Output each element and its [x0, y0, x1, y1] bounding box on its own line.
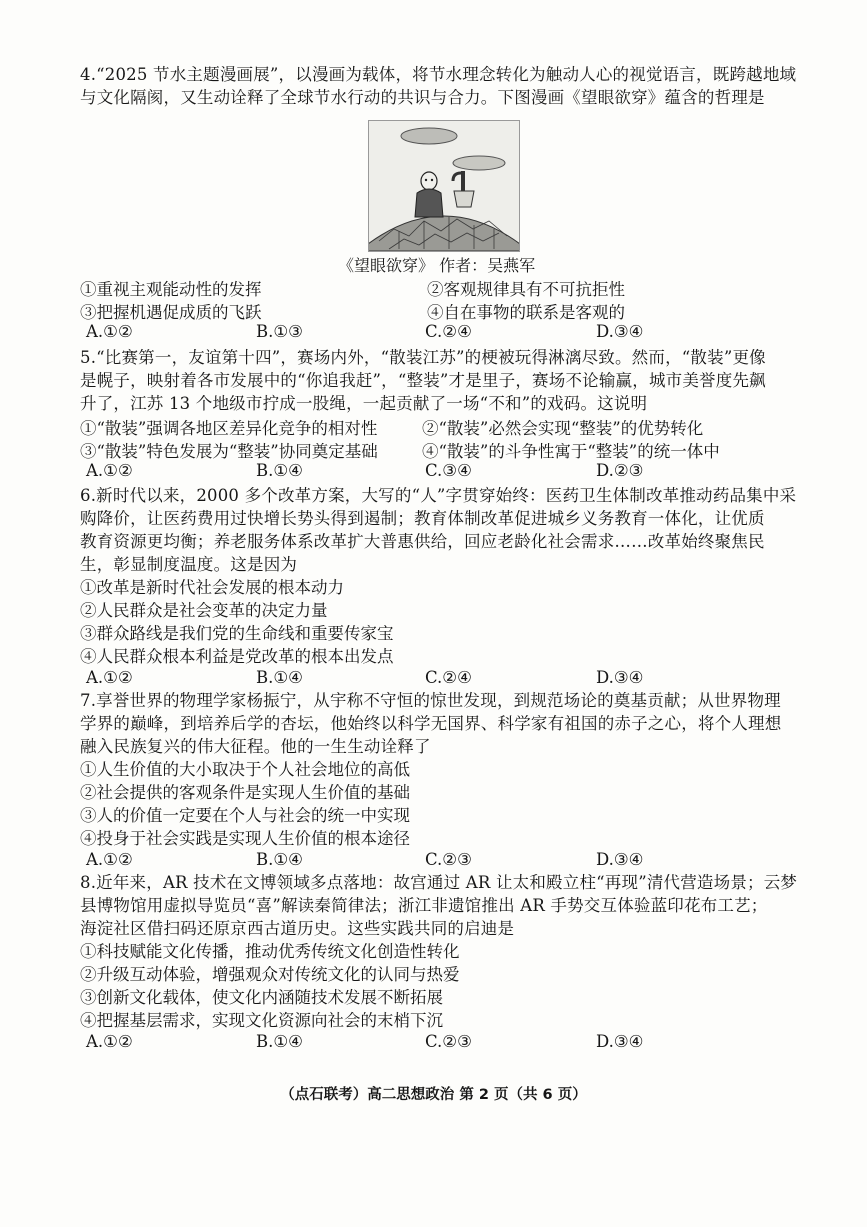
- cartoon-drawing: [369, 121, 519, 251]
- question-4: [80, 63, 800, 109]
- q6-stem-line: 6.新时代以来，2000 多个改革方案，大写的“人”字贯穿始终：医药卫生体制改革推动药品集中采: [80, 486, 797, 505]
- question-5: [80, 346, 800, 484]
- question-6: [80, 484, 800, 691]
- q5-stem-line: 升了，江苏 13 个地级市拧成一股绳，一起贡献了一场“不和”的戏码。这说明: [80, 394, 648, 413]
- q4-choice-b: B.①③: [256, 322, 303, 341]
- q5-stem-line: 5.“比赛第一，友谊第十四”，赛场内外，“散装江苏”的梗被玩得淋漓尽致。然而，“散装”更像: [80, 348, 766, 367]
- q6-statement: ①改革是新时代社会发展的根本动力: [80, 578, 344, 597]
- question-8: [80, 871, 800, 1055]
- q5-statement: ③“散装”特色发展为“整装”协同奠定基础: [80, 442, 378, 461]
- q6-stem-line: 教育资源更均衡；养老服务体系改革扩大普惠供给，回应老龄化社会需求……改革始终聚焦民: [80, 532, 765, 551]
- q6-choice-a: A.①②: [86, 668, 133, 687]
- q6-choice-d: D.③④: [596, 668, 644, 687]
- q4-statement: ①重视主观能动性的发挥: [80, 280, 262, 299]
- q7-stem-line: 学界的巅峰，到培养后学的杏坛，他始终以科学无国界、科学家有祖国的赤子之心，将个人理想: [80, 714, 782, 733]
- question-7: [80, 689, 800, 873]
- q6-statement: ④人民群众根本利益是党改革的根本出发点: [80, 647, 394, 666]
- q7-statement: ④投身于社会实践是实现人生价值的根本途径: [80, 829, 410, 848]
- q8-statement: ④把握基层需求，实现文化资源向社会的末梢下沉: [80, 1011, 443, 1030]
- q4-statement: ④自在事物的联系是客观的: [427, 303, 625, 322]
- q8-stem-line: 8.近年来，AR 技术在文博领域多点落地：故宫通过 AR 让太和殿立柱“再现”清代营造场景；云梦: [80, 873, 798, 892]
- q6-statement: ②人民群众是社会变革的决定力量: [80, 601, 328, 620]
- q8-choice-b: B.①④: [256, 1032, 303, 1051]
- q5-choice-a: A.①②: [86, 461, 133, 480]
- q4-stem-line: 与文化隔阂，又生动诠释了全球节水行动的共识与合力。下图漫画《望眼欲穿》蕴含的哲理是: [80, 88, 765, 107]
- q8-choice-d: D.③④: [596, 1032, 644, 1051]
- q7-choice-c: C.②③: [425, 850, 472, 869]
- q5-statement: ①“散装”强调各地区差异化竞争的相对性: [80, 419, 378, 438]
- q4-choice-c: C.②④: [425, 322, 472, 341]
- q6-stem-line: 购降价，让医药费用过快增长势头得到遏制；教育体制改革促进城乡义务教育一体化，让优质: [80, 509, 765, 528]
- cartoon-illustration: [368, 120, 520, 252]
- q4-options: [80, 276, 800, 345]
- q8-statement: ②升级互动体验，增强观众对传统文化的认同与热爱: [80, 965, 460, 984]
- q6-statement: ③群众路线是我们党的生命线和重要传家宝: [80, 624, 394, 643]
- q5-statement: ②“散装”必然会实现“整装”的优势转化: [422, 419, 704, 438]
- q7-choice-b: B.①④: [256, 850, 303, 869]
- q5-stem-line: 是幌子，映射着各市发展中的“你追我赶”，“整装”才是里子，赛场不论输赢，城市美誉度先飙: [80, 371, 766, 390]
- q8-statement: ①科技赋能文化传播，推动优秀传统文化创造性转化: [80, 942, 460, 961]
- q4-statement: ③把握机遇促成质的飞跃: [80, 303, 262, 322]
- cartoon-caption: 《望眼欲穿》 作者：吴燕军: [338, 256, 536, 275]
- q6-choice-c: C.②④: [425, 668, 472, 687]
- q6-choice-b: B.①④: [256, 668, 303, 687]
- q6-stem-line: 生，彰显制度温度。这是因为: [80, 555, 298, 574]
- q8-statement: ③创新文化载体，使文化内涵随技术发展不断拓展: [80, 988, 443, 1007]
- q7-choice-a: A.①②: [86, 850, 133, 869]
- q5-choice-b: B.①④: [256, 461, 303, 480]
- q5-choice-c: C.③④: [425, 461, 472, 480]
- q7-statement: ②社会提供的客观条件是实现人生价值的基础: [80, 783, 410, 802]
- q4-choice-d: D.③④: [596, 322, 644, 341]
- q8-stem-line: 县博物馆用虚拟导览员“喜”解读秦简律法；浙江非遗馆推出 AR 手势交互体验蓝印花布工艺；: [80, 896, 768, 915]
- q7-stem-line: 融入民族复兴的伟大征程。他的一生生动诠释了: [80, 737, 431, 756]
- q8-choice-a: A.①②: [86, 1032, 133, 1051]
- q5-choice-d: D.②③: [596, 461, 644, 480]
- q7-statement: ①人生价值的大小取决于个人社会地位的高低: [80, 760, 410, 779]
- q8-choice-c: C.②③: [425, 1032, 472, 1051]
- q7-choice-d: D.③④: [596, 850, 644, 869]
- q4-stem-line: 4.“2025 节水主题漫画展”，以漫画为载体，将节水理念转化为触动人心的视觉语言，既跨越地域: [80, 65, 797, 84]
- q7-stem-line: 7.享誉世界的物理学家杨振宁，从宇称不守恒的惊世发现，到规范场论的奠基贡献；从世界物理: [80, 691, 781, 710]
- page-footer: （点石联考）高二思想政治 第 2 页（共 6 页）: [280, 1087, 587, 1103]
- q5-statement: ④“散装”的斗争性寓于“整装”的统一体中: [422, 442, 720, 461]
- q4-choice-a: A.①②: [86, 322, 133, 341]
- q7-statement: ③人的价值一定要在个人与社会的统一中实现: [80, 806, 410, 825]
- q8-stem-line: 海淀社区借扫码还原京西古道历史。这些实践共同的启迪是: [80, 919, 515, 938]
- q4-statement: ②客观规律具有不可抗拒性: [427, 280, 625, 299]
